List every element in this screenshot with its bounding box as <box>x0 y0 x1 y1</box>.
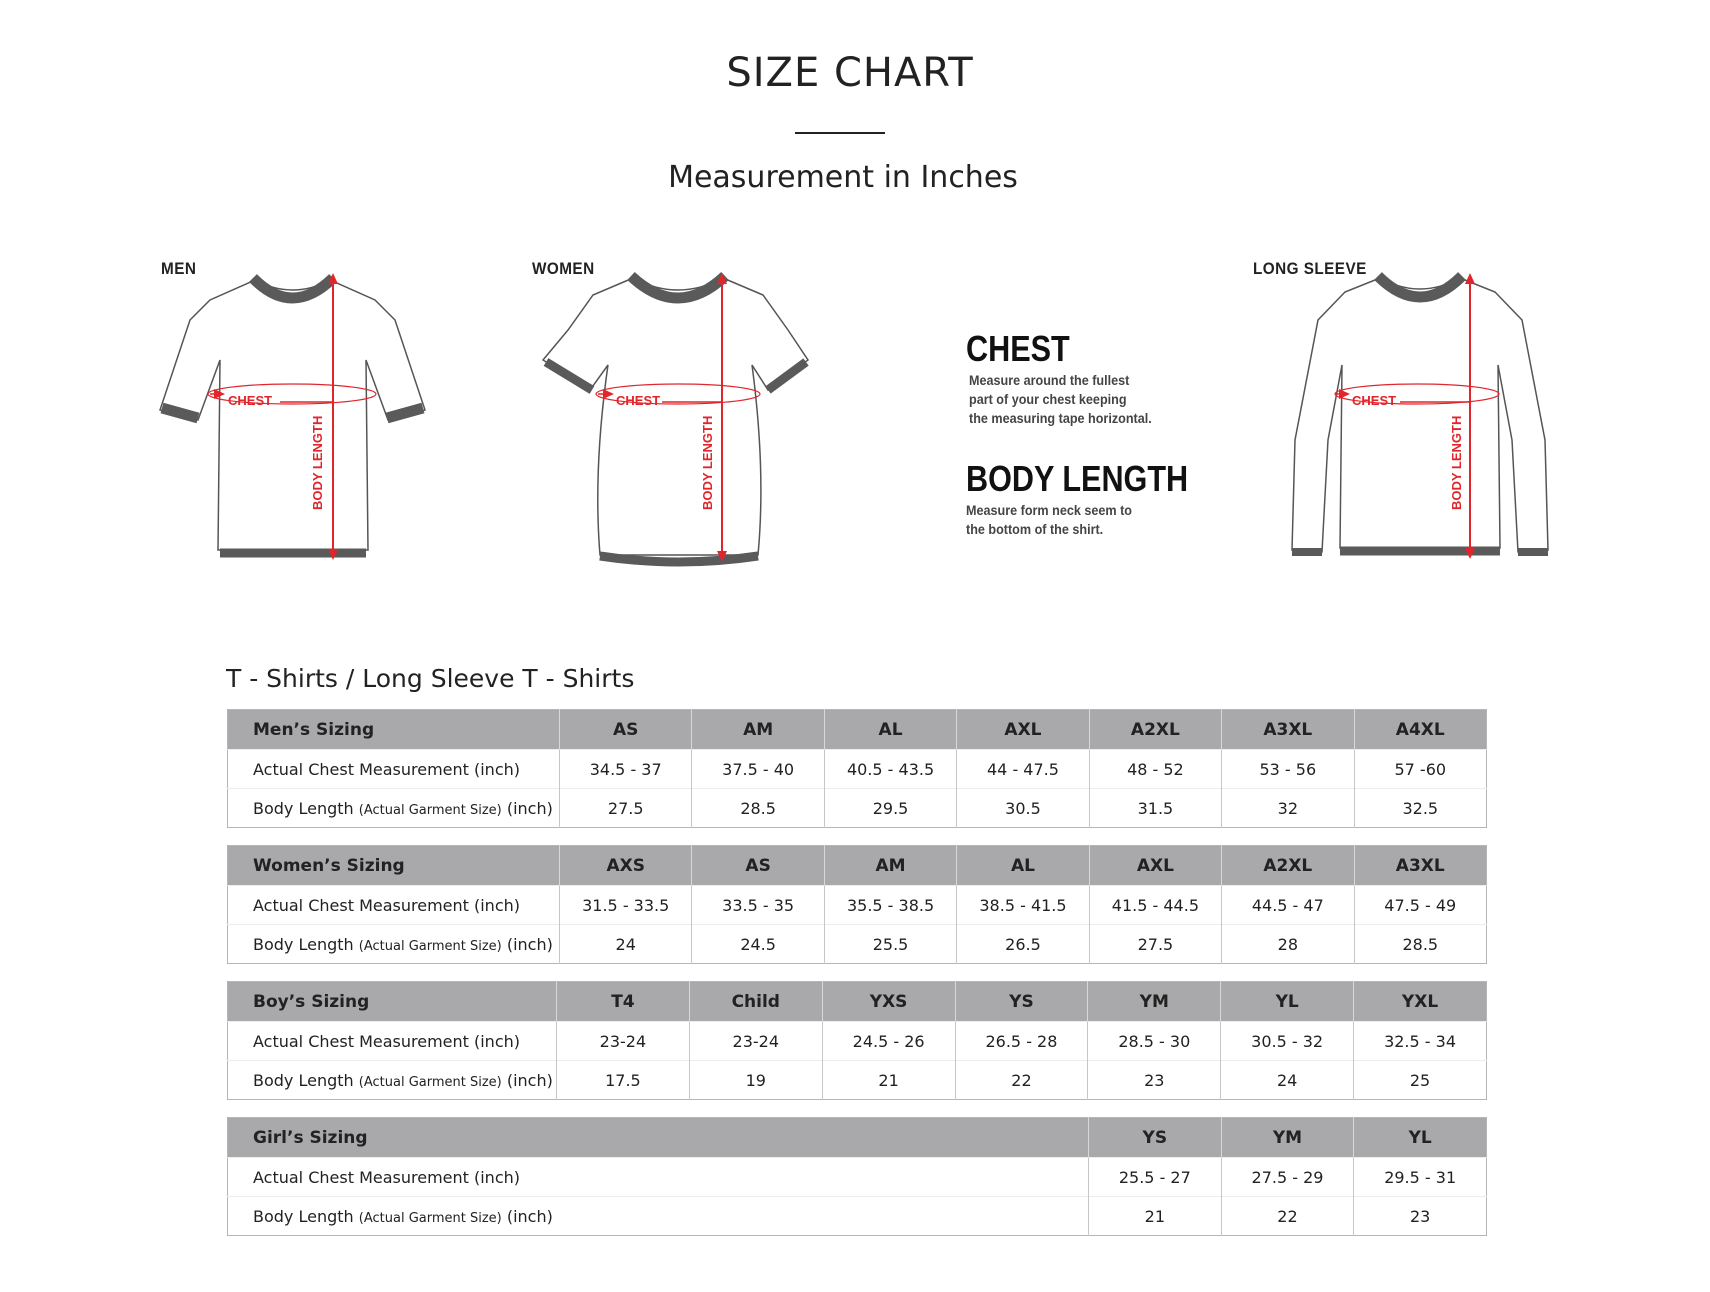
table-row <box>228 1022 1487 1061</box>
men-label: MEN <box>161 259 197 278</box>
table-cell: 47.5 - 49 <box>1354 886 1486 925</box>
table-header-row <box>228 710 1487 750</box>
womens-sizing-heading: Women’s Sizing <box>228 846 560 886</box>
table-cell: 30.5 - 32 <box>1221 1022 1354 1061</box>
table-section-title: T - Shirts / Long Sleeve T - Shirts <box>226 664 635 693</box>
length-label-main: Body Length <box>253 798 354 818</box>
length-row-label <box>228 789 560 828</box>
table-header-row <box>228 1118 1487 1158</box>
size-header: AXL <box>957 710 1089 750</box>
table-cell: 21 <box>822 1061 955 1100</box>
length-label-main: Body Length <box>253 1070 354 1090</box>
boys-sizing-heading: Boy’s Sizing <box>228 982 557 1022</box>
table-cell: 53 - 56 <box>1222 750 1354 789</box>
girls-size-table <box>227 1117 1487 1236</box>
size-header: YM <box>1221 1118 1354 1158</box>
table-header-row <box>228 846 1487 886</box>
size-header: A2XL <box>1222 846 1354 886</box>
table-cell: 22 <box>955 1061 1088 1100</box>
table-cell: 29.5 - 31 <box>1354 1158 1487 1197</box>
length-row-label <box>228 1061 557 1100</box>
table-cell: 26.5 - 28 <box>955 1022 1088 1061</box>
length-label-note: (Actual Garment Size) <box>358 1074 502 1090</box>
table-row <box>228 925 1487 964</box>
chest-row-label: Actual Chest Measurement (inch) <box>228 1022 557 1061</box>
girls-sizing-heading: Girl’s Sizing <box>228 1118 1089 1158</box>
table-cell: 24 <box>1221 1061 1354 1100</box>
size-header: Child <box>689 982 822 1022</box>
size-header: YL <box>1221 982 1354 1022</box>
long-sleeve-label: LONG SLEEVE <box>1253 259 1367 278</box>
table-cell: 30.5 <box>957 789 1089 828</box>
table-row <box>228 1158 1487 1197</box>
body-length-heading: BODY LENGTH <box>966 458 1189 499</box>
table-cell: 25.5 - 27 <box>1089 1158 1222 1197</box>
table-cell: 27.5 <box>560 789 692 828</box>
table-row <box>228 789 1487 828</box>
size-header: AL <box>957 846 1089 886</box>
table-cell: 28.5 <box>1354 925 1486 964</box>
length-label-main: Body Length <box>253 934 354 954</box>
length-label-note: (Actual Garment Size) <box>358 802 502 818</box>
table-cell: 27.5 <box>1089 925 1221 964</box>
mens-sizing-heading: Men’s Sizing <box>228 710 560 750</box>
long-sleeve-diagram <box>1290 270 1570 575</box>
table-cell: 29.5 <box>824 789 956 828</box>
table-cell: 24.5 - 26 <box>822 1022 955 1061</box>
size-header: AS <box>692 846 824 886</box>
table-cell: 31.5 <box>1089 789 1221 828</box>
table-cell: 24 <box>560 925 692 964</box>
table-row <box>228 886 1487 925</box>
page-title: SIZE CHART <box>726 50 974 96</box>
size-header: AL <box>824 710 956 750</box>
size-header: A3XL <box>1354 846 1486 886</box>
men-length-label: BODY LENGTH <box>310 415 325 510</box>
length-row-label <box>228 1197 1089 1236</box>
length-label-note: (Actual Garment Size) <box>358 1210 502 1226</box>
table-row <box>228 1061 1487 1100</box>
size-header: A3XL <box>1222 710 1354 750</box>
size-header: YS <box>955 982 1088 1022</box>
table-cell: 35.5 - 38.5 <box>824 886 956 925</box>
table-cell: 19 <box>689 1061 822 1100</box>
size-header: YM <box>1088 982 1221 1022</box>
chest-row-label: Actual Chest Measurement (inch) <box>228 1158 1089 1197</box>
chest-row-label: Actual Chest Measurement (inch) <box>228 750 560 789</box>
table-cell: 48 - 52 <box>1089 750 1221 789</box>
table-cell: 25.5 <box>824 925 956 964</box>
table-cell: 25 <box>1354 1061 1487 1100</box>
body-length-description: Measure form neck seem to the bottom of the shirt. <box>966 502 1132 537</box>
table-cell: 28.5 <box>692 789 824 828</box>
size-header: YXS <box>822 982 955 1022</box>
size-header: YS <box>1089 1118 1222 1158</box>
table-cell: 32.5 <box>1354 789 1486 828</box>
women-chest-label: CHEST <box>616 393 661 408</box>
table-cell: 33.5 - 35 <box>692 886 824 925</box>
table-cell: 24.5 <box>692 925 824 964</box>
table-cell: 23-24 <box>557 1022 690 1061</box>
length-label-note: (Actual Garment Size) <box>358 938 502 954</box>
size-header: T4 <box>557 982 690 1022</box>
table-cell: 40.5 - 43.5 <box>824 750 956 789</box>
size-header: YXL <box>1354 982 1487 1022</box>
size-header: A2XL <box>1089 710 1221 750</box>
men-chest-label: CHEST <box>228 393 273 408</box>
womens-size-table <box>227 845 1487 964</box>
length-label-unit: (inch) <box>506 1206 553 1226</box>
table-cell: 27.5 - 29 <box>1221 1158 1354 1197</box>
table-cell: 28 <box>1222 925 1354 964</box>
length-label-unit: (inch) <box>506 798 553 818</box>
table-cell: 22 <box>1221 1197 1354 1236</box>
women-label: WOMEN <box>532 259 595 278</box>
table-cell: 32.5 - 34 <box>1354 1022 1487 1061</box>
table-cell: 23 <box>1354 1197 1487 1236</box>
long-sleeve-length-label: BODY LENGTH <box>1449 415 1464 510</box>
table-cell: 23-24 <box>689 1022 822 1061</box>
table-cell: 44 - 47.5 <box>957 750 1089 789</box>
length-row-label <box>228 925 560 964</box>
size-header: AXL <box>1089 846 1221 886</box>
size-header: AM <box>824 846 956 886</box>
size-header: A4XL <box>1354 710 1486 750</box>
size-header: AS <box>560 710 692 750</box>
women-length-label: BODY LENGTH <box>700 415 715 510</box>
long-sleeve-chest-label: CHEST <box>1352 393 1397 408</box>
length-label-unit: (inch) <box>506 1070 553 1090</box>
table-cell: 41.5 - 44.5 <box>1089 886 1221 925</box>
mens-size-table <box>227 709 1487 828</box>
table-cell: 38.5 - 41.5 <box>957 886 1089 925</box>
table-row <box>228 750 1487 789</box>
boys-size-table <box>227 981 1487 1100</box>
table-cell: 23 <box>1088 1061 1221 1100</box>
size-header: AM <box>692 710 824 750</box>
length-label-unit: (inch) <box>506 934 553 954</box>
table-cell: 31.5 - 33.5 <box>560 886 692 925</box>
table-cell: 28.5 - 30 <box>1088 1022 1221 1061</box>
length-label-main: Body Length <box>253 1206 354 1226</box>
table-cell: 21 <box>1089 1197 1222 1236</box>
page-subtitle: Measurement in Inches <box>668 160 1018 195</box>
table-cell: 34.5 - 37 <box>560 750 692 789</box>
chest-row-label: Actual Chest Measurement (inch) <box>228 886 560 925</box>
table-cell: 32 <box>1222 789 1354 828</box>
table-cell: 57 -60 <box>1354 750 1486 789</box>
table-row <box>228 1197 1487 1236</box>
chest-description: Measure around the fullest part of your chest keeping the measuring tape horizontal. <box>969 372 1152 426</box>
size-header: YL <box>1354 1118 1487 1158</box>
table-cell: 37.5 - 40 <box>692 750 824 789</box>
table-cell: 17.5 <box>557 1061 690 1100</box>
women-tshirt-diagram <box>538 270 828 575</box>
chest-heading: CHEST <box>966 328 1070 369</box>
size-header: AXS <box>560 846 692 886</box>
men-tshirt-diagram <box>150 270 440 575</box>
table-cell: 44.5 - 47 <box>1222 886 1354 925</box>
table-cell: 26.5 <box>957 925 1089 964</box>
table-header-row <box>228 982 1487 1022</box>
title-divider <box>795 132 885 134</box>
